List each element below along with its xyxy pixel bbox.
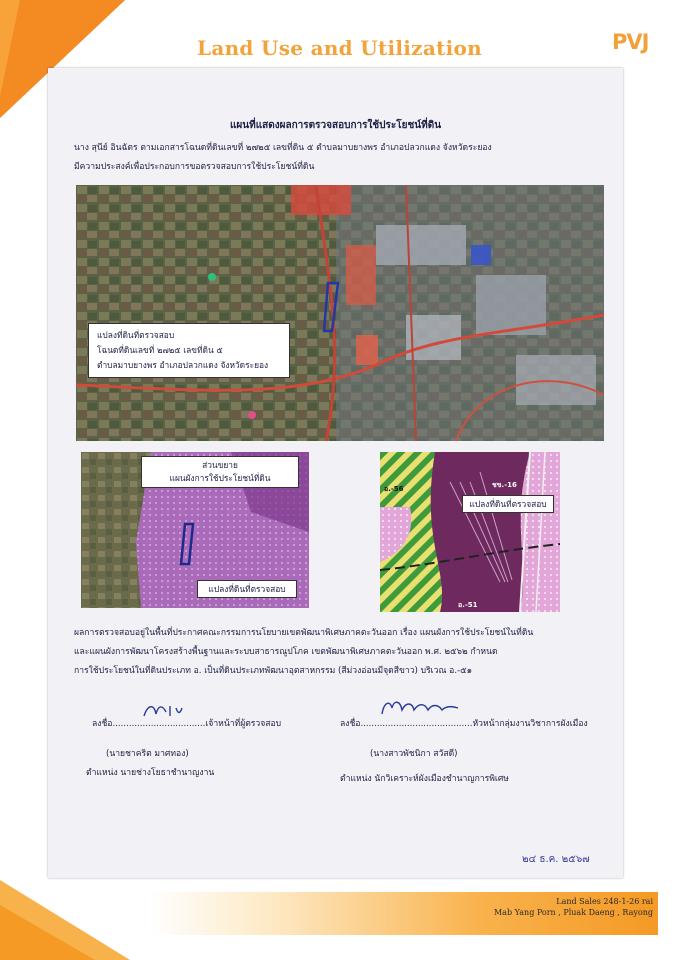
result-line-2: และแผนผังการพัฒนาโครงสร้างพื้นฐานและระบบสาธารณูปโภค เขตพัฒนาพิเศษภาคตะวันออก พ.ศ. ๒๕๖๒ กำหนด bbox=[74, 647, 498, 657]
document-title: แผนที่แสดงผลการตรวจสอบการใช้ประโยชน์ที่ดิน bbox=[229, 120, 442, 131]
zoning-imagery bbox=[380, 452, 560, 612]
satellite-map bbox=[76, 185, 604, 441]
signature-right-label: ลงชื่อ bbox=[340, 719, 361, 729]
map-caption-line-1: แปลงที่ดินที่ตรวจสอบ bbox=[97, 330, 175, 340]
handwritten-signature-left bbox=[140, 700, 190, 722]
map-caption-line-2: โฉนดที่ดินเลขที่ ๒๗๒๕ เลขที่ดิน ๕ bbox=[97, 345, 223, 355]
zone-code-c: อ.-51 bbox=[458, 601, 478, 609]
zoom-caption-line-2: แผนผังการใช้ประโยชน์ที่ดิน bbox=[169, 473, 271, 483]
land-use-zoom-map bbox=[81, 452, 309, 608]
signer-left-name: (นายชาคริต มาศทอง) bbox=[106, 749, 189, 759]
signer-left-position: ตำแหน่ง นายช่างโยธาชำนาญงาน bbox=[86, 768, 215, 778]
scanned-document bbox=[48, 68, 623, 878]
intro-line-2: มีความประสงค์เพื่อประกอบการขอตรวจสอบการใช้ประโยชน์ที่ดิน bbox=[74, 162, 315, 172]
satellite-imagery bbox=[76, 185, 604, 441]
company-logo: PVJ bbox=[612, 30, 649, 54]
zoom-caption-line-1: ส่วนขยาย bbox=[202, 460, 238, 470]
zone-parcel-label: แปลงที่ดินที่ตรวจสอบ bbox=[462, 495, 554, 513]
map-caption bbox=[88, 323, 290, 378]
map-caption-line-3: ตำบลมาบยางพร อำเภอปลวกแดง จังหวัดระยอง bbox=[97, 360, 269, 370]
zoom-parcel-label: แปลงที่ดินที่ตรวจสอบ bbox=[197, 580, 297, 598]
footer-info bbox=[494, 896, 653, 918]
result-line-3: การใช้ประโยชน์ในที่ดินประเภท อ. เป็นที่ดินประเภทพัฒนาอุตสาหกรรม (สีม่วงอ่อนมีจุดสีขาว) บริเวณ อ.-๕๑ bbox=[74, 666, 473, 676]
signer-right-position: ตำแหน่ง นักวิเคราะห์ผังเมืองชำนาญการพิเศษ bbox=[340, 774, 509, 784]
zone-code-a: อ.-56 bbox=[384, 485, 404, 493]
result-line-1: ผลการตรวจสอบอยู่ในพื้นที่ประกาศคณะกรรมการนโยบายเขตพัฒนาพิเศษภาคตะวันออก เรื่อง แผนผังการใช้ประโยชน์ในที่ดิน bbox=[74, 628, 534, 638]
handwritten-signature-right bbox=[378, 696, 468, 720]
signer-right-name: (นางสาวพัชนิกา สวัสดี) bbox=[370, 749, 458, 759]
zoning-map bbox=[380, 452, 560, 612]
footer-line-1: Land Sales 248-1-26 rai bbox=[556, 897, 653, 906]
signature-right-role: หัวหน้ากลุ่มงานวิชาการผังเมือง bbox=[472, 719, 588, 729]
page-title: Land Use and Utilization bbox=[196, 36, 483, 60]
signature-left-dots: .................................. bbox=[112, 719, 206, 729]
footer-line-2: Mab Yang Porn , Pluak Daeng , Rayong bbox=[493, 908, 653, 917]
document-date: ๒๔ ธ.ค. ๒๕๖๗ bbox=[522, 854, 590, 865]
signature-right-dots: ......................................... bbox=[360, 719, 473, 729]
signature-left-label: ลงชื่อ bbox=[92, 719, 113, 729]
zoom-caption bbox=[141, 456, 299, 488]
zone-code-b: ชข.-16 bbox=[492, 481, 517, 489]
signature-left-role: เจ้าหน้าที่ผู้ตรวจสอบ bbox=[205, 719, 282, 729]
intro-line-1: นาง สุนีย์ อินฉัตร ตามเอกสารโฉนดที่ดินเลขที่ ๒๗๒๕ เลขที่ดิน ๕ ตำบลมาบยางพร อำเภอปลวกแดง จังหวัดระยอง bbox=[74, 143, 492, 153]
